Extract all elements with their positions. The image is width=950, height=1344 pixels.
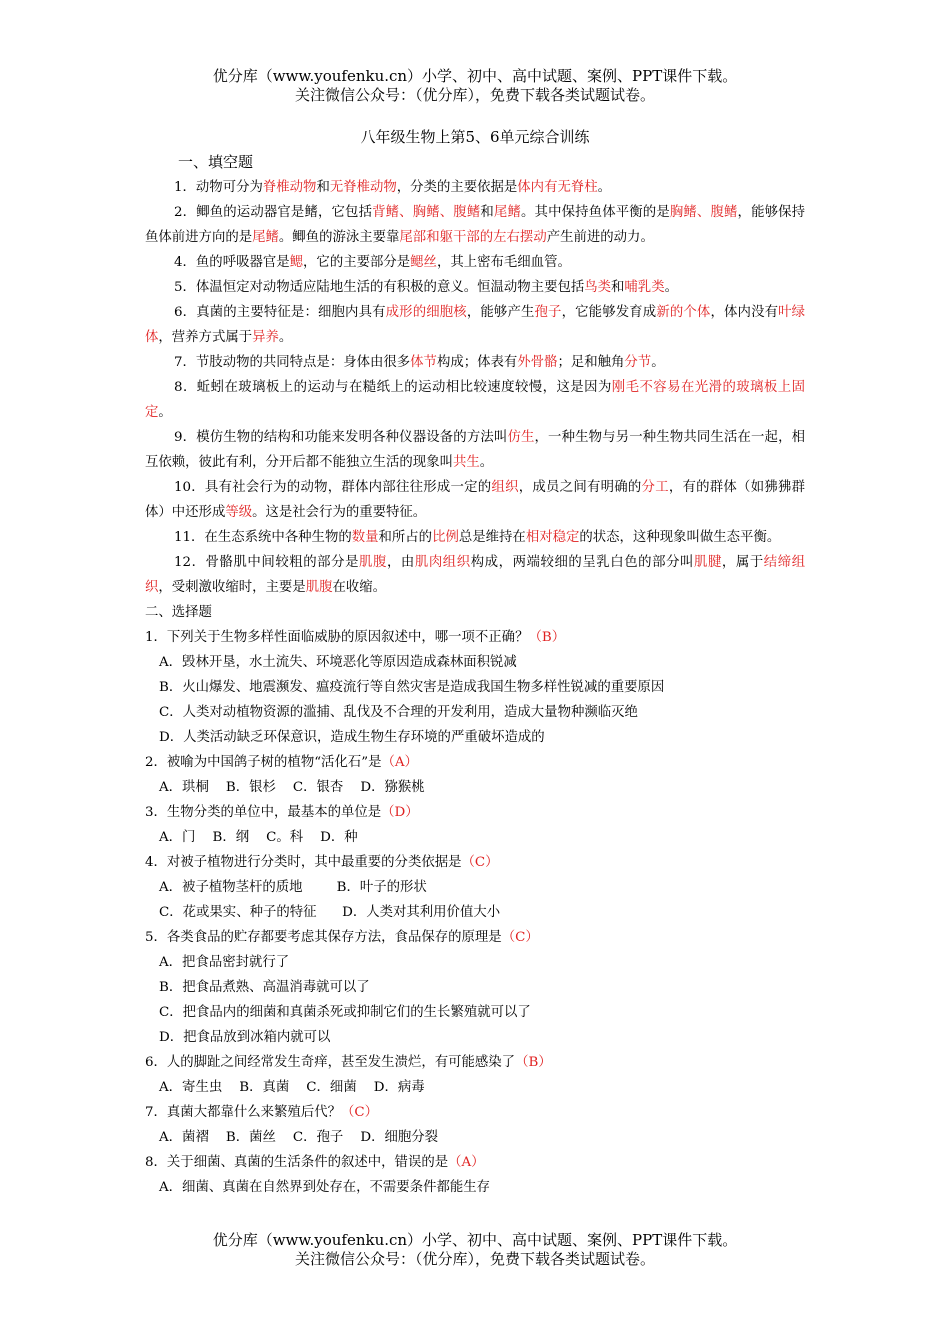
- header-line-2: 关注微信公众号：（优分库），免费下载各类试题试卷。: [294, 86, 655, 104]
- answer-text: 孢子: [534, 305, 562, 320]
- answer-text: 鸟类: [584, 280, 612, 295]
- question-text: 4．鱼的呼吸器官是: [174, 255, 290, 270]
- header-line-1: 优分库（www.youfenku.cn）小学、初中、高中试题、案例、PPT课件下载。: [212, 67, 738, 85]
- question-text: 2．被喻为中国鸽子树的植物“活化石”是: [145, 755, 382, 770]
- question-text: 。: [158, 405, 172, 420]
- page-header: [0, 67, 950, 105]
- answer-text: 结缔组织: [145, 555, 806, 595]
- question-text: 和所占的: [378, 530, 433, 545]
- question-text: 6．人的脚趾之间经常发生奇痒，甚至发生溃烂，有可能感染了: [145, 1055, 516, 1070]
- question-text: 。其中保持鱼体平衡的是: [521, 205, 670, 220]
- answer-text: 分节: [624, 355, 652, 370]
- answer-text: 胸鳍、腹鳍: [669, 205, 738, 220]
- question-text: 。鲫鱼的游泳主要靠: [278, 230, 400, 245]
- question-text: 3．生物分类的单位中，最基本的单位是: [145, 805, 382, 820]
- choice-question: [145, 800, 805, 825]
- question-text: 5．各类食品的贮存都要考虑其保存方法，食品保存的原理是: [145, 930, 502, 945]
- choice-option: C．把食品内的细菌和真菌杀死或抑制它们的生长繁殖就可以了: [159, 1005, 531, 1020]
- question-text: 总是维持在: [458, 530, 526, 545]
- choice-option: A．珙桐 B．银杉 C．银杏 D．猕猴桃: [159, 780, 425, 795]
- question-text: 9．模仿生物的结构和功能来发明各种仪器设备的方法叫: [174, 430, 508, 445]
- answer-text: 肌肉组织: [414, 555, 471, 570]
- question-text: ，体内没有: [710, 305, 779, 320]
- fill-in-list: [145, 175, 805, 600]
- answer-text: 分工: [641, 480, 669, 495]
- page-title: 八年级生物上第5、6单元综合训练: [360, 128, 590, 146]
- answer-text: 异养: [252, 330, 279, 345]
- choice-question: [145, 1050, 805, 1075]
- choice-option: A．菌褶 B．菌丝 C．孢子 D．细胞分裂: [159, 1130, 439, 1145]
- choice-option: A．门 B．纲 C。科 D．种: [159, 830, 358, 845]
- answer-text: （C）: [501, 930, 539, 945]
- choice-option: D．把食品放到冰箱内就可以: [159, 1030, 331, 1045]
- choice-option: C．人类对动植物资源的滥捕、乱伐及不合理的开发利用，造成大量物种濒临灭绝: [159, 705, 638, 720]
- answer-text: 肌腹: [305, 580, 333, 595]
- document-body: [145, 150, 805, 1200]
- question-text: ，分类的主要依据是: [396, 180, 518, 195]
- answer-text: 肌腹: [359, 555, 387, 570]
- question-text: 在收缩。: [332, 580, 387, 595]
- question-text: 。: [651, 355, 665, 370]
- question-text: 。这是社会行为的重要特征。: [252, 505, 427, 520]
- question-text: 1．动物可分为: [174, 180, 263, 195]
- question-text: 1．下列关于生物多样性面临威胁的原因叙述中，哪一项不正确？: [145, 630, 529, 645]
- choice-option: A．寄生虫 B．真菌 C．细菌 D．病毒: [159, 1080, 425, 1095]
- fill-item: [145, 175, 805, 200]
- question-text: 2．鲫鱼的运动器官是鳍，它包括: [174, 205, 373, 220]
- question-text: 。: [479, 455, 494, 470]
- answer-text: 尾部和躯干部的左右摆动: [399, 230, 547, 245]
- question-text: 和: [611, 280, 625, 295]
- question-text: 和: [316, 180, 330, 195]
- question-text: 7．真菌大都靠什么来繁殖后代？: [145, 1105, 341, 1120]
- answer-text: 无脊椎动物: [329, 180, 397, 195]
- question-text: 10．具有社会行为的动物，群体内部往往形成一定的: [174, 480, 492, 495]
- question-text: ；足和触角: [557, 355, 625, 370]
- question-text: ，其上密布毛细血管。: [436, 255, 571, 270]
- fill-item: [145, 550, 805, 600]
- question-text: 11．在生态系统中各种生物的: [174, 530, 352, 545]
- answer-text: 叶绿体: [145, 305, 806, 345]
- fill-item: [145, 350, 805, 375]
- question-text: 4．对被子植物进行分类时，其中最重要的分类依据是: [145, 855, 462, 870]
- question-text: 的状态，这种现象叫做生态平衡。: [579, 530, 781, 545]
- answer-text: 仿生: [507, 430, 535, 445]
- answer-text: 新的个体: [656, 305, 711, 320]
- question-text: ，营养方式属于: [158, 330, 253, 345]
- choice-option: A．细菌、真菌在自然界到处存在，不需要条件都能生存: [159, 1180, 491, 1195]
- choice-question: [145, 1150, 805, 1175]
- answer-text: 鳃: [289, 255, 304, 270]
- fill-item: [145, 425, 805, 475]
- question-text: ，能够产生: [466, 305, 535, 320]
- choice-question: [145, 925, 805, 950]
- question-text: ，它能够发育成: [561, 305, 657, 320]
- answer-text: 哺乳类: [624, 280, 665, 295]
- question-text: ，能够保持鱼体前进方向的是: [145, 205, 806, 245]
- answer-text: （D）: [381, 805, 419, 820]
- choice-option: A．被子植物茎杆的质地 B．叶子的形状: [159, 880, 427, 895]
- question-text: ，它的主要部分是: [303, 255, 411, 270]
- question-text: 。: [597, 180, 612, 195]
- answer-text: （C）: [341, 1105, 379, 1120]
- choice-list: [145, 625, 805, 1200]
- answer-text: 数量: [351, 530, 379, 545]
- answer-text: （C）: [461, 855, 499, 870]
- choice-question: [145, 1100, 805, 1125]
- choice-option: C．花或果实、种子的特征 D．人类对其利用价值大小: [159, 905, 501, 920]
- choice-option: B．把食品煮熟、高温消毒就可以了: [159, 980, 370, 995]
- question-text: ，由: [386, 555, 415, 570]
- fill-item: [145, 275, 805, 300]
- question-text: 12．骨骼肌中间较粗的部分是: [174, 555, 360, 570]
- answer-text: 肌腱: [693, 555, 722, 570]
- question-text: 构成，两端较细的呈乳白色的部分叫: [470, 555, 694, 570]
- question-text: 。: [664, 280, 678, 295]
- fill-item: [145, 200, 805, 250]
- answer-text: 背鳍、胸鳍、腹鳍: [372, 205, 481, 220]
- answer-text: 比例: [432, 530, 459, 545]
- question-text: ，成员之间有明确的: [518, 480, 642, 495]
- answer-text: 体节: [410, 355, 437, 370]
- question-text: ，有的群体（如狒狒群体）中还形成: [145, 480, 806, 520]
- answer-text: 组织: [491, 480, 519, 495]
- question-text: ，一种生物与另一种生物共同生活在一起，相互依赖，彼此有利，分开后都不能独立生活的现象叫: [145, 430, 806, 470]
- choice-option: A．毁林开垦，水土流失、环境恶化等原因造成森林面积锐减: [159, 655, 517, 670]
- question-text: 5．体温恒定对动物适应陆地生活的有积极的意义。恒温动物主要包括: [174, 280, 585, 295]
- question-text: 8．关于细菌、真菌的生活条件的叙述中，错误的是: [145, 1155, 449, 1170]
- question-text: 产生前进的动力。: [546, 230, 654, 245]
- choice-question: [145, 750, 805, 775]
- page-footer: [0, 1231, 950, 1269]
- answer-text: 尾鳍: [252, 230, 279, 245]
- answer-text: 外骨骼: [517, 355, 558, 370]
- question-text: 构成；体表有: [436, 355, 518, 370]
- fill-item: [145, 375, 805, 425]
- choice-question: [145, 850, 805, 875]
- footer-line-2: 关注微信公众号：（优分库），免费下载各类试题试卷。: [294, 1250, 655, 1268]
- answer-text: （A）: [448, 1155, 485, 1170]
- answer-text: 刚毛不容易在光滑的玻璃板上固定: [145, 380, 805, 420]
- fill-item: [145, 475, 805, 525]
- answer-text: 相对稳定: [525, 530, 580, 545]
- choice-option: D．人类活动缺乏环保意识，造成生物生存环境的严重破坏造成的: [159, 730, 545, 745]
- fill-item: [145, 250, 805, 275]
- answer-text: 鳃丝: [410, 255, 437, 270]
- question-text: 7．节肢动物的共同特点是：身体由很多: [174, 355, 411, 370]
- section-heading-choice: 二、选择题: [145, 605, 212, 620]
- answer-text: （B）: [528, 630, 566, 645]
- answer-text: 等级: [225, 505, 253, 520]
- question-text: ，属于: [721, 555, 764, 570]
- question-text: 。: [278, 330, 293, 345]
- fill-item: [145, 525, 805, 550]
- answer-text: 尾鳍: [493, 205, 521, 220]
- choice-option: B．火山爆发、地震濒发、瘟疫流行等自然灾害是造成我国生物多样性锐减的重要原因: [159, 680, 665, 695]
- section-heading-fill: 一、填空题: [178, 153, 254, 171]
- answer-text: 脊椎动物: [262, 180, 317, 195]
- answer-text: （A）: [381, 755, 418, 770]
- choice-option: A．把食品密封就行了: [159, 955, 290, 970]
- question-text: 6．真菌的主要特征是：细胞内具有: [174, 305, 386, 320]
- question-text: 8．蚯蚓在玻璃板上的运动与在糙纸上的运动相比较速度较慢，这是因为: [174, 380, 612, 395]
- question-text: 和: [480, 205, 494, 220]
- footer-line-1: 优分库（www.youfenku.cn）小学、初中、高中试题、案例、PPT课件下载。: [212, 1231, 738, 1249]
- answer-text: 共生: [452, 455, 480, 470]
- fill-item: [145, 300, 805, 350]
- answer-text: 体内有无脊柱: [517, 180, 598, 195]
- question-text: ，受刺激收缩时，主要是: [158, 580, 306, 595]
- choice-question: [145, 625, 805, 650]
- answer-text: （B）: [515, 1055, 552, 1070]
- answer-text: 成形的细胞核: [385, 305, 467, 320]
